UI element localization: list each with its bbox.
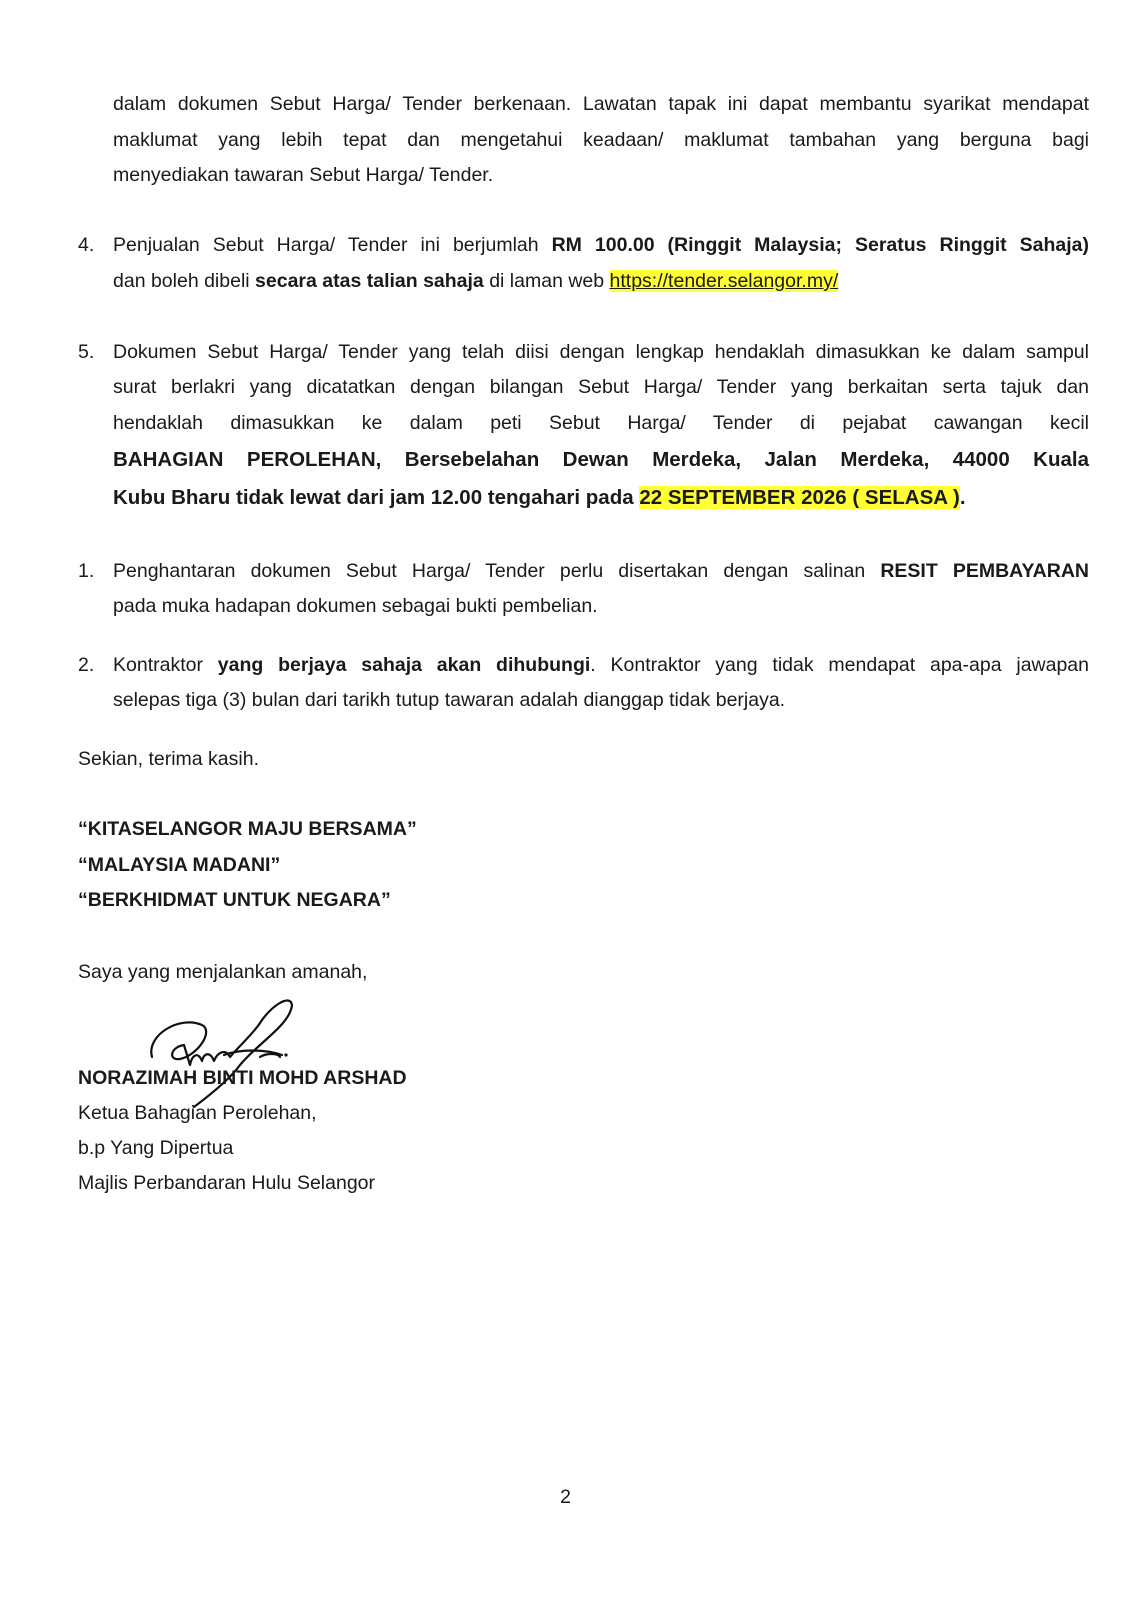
- motto-1: “KITASELANGOR MAJU BERSAMA”: [78, 818, 417, 840]
- item-1-text: Penghantaran dokumen Sebut Harga/ Tender perlu disertakan dengan salinan: [113, 560, 881, 582]
- item-5-line-1: Dokumen Sebut Harga/ Tender yang telah diisi dengan lengkap hendaklah dimasukkan ke dalam sampul: [113, 341, 1089, 363]
- item-5-period: .: [959, 486, 966, 509]
- item-2-number: 2.: [78, 654, 95, 676]
- item-2-bold-phrase: yang berjaya sahaja akan dihubungi: [217, 654, 591, 676]
- signatory-name: NORAZIMAH BINTI MOHD ARSHAD: [78, 1067, 407, 1089]
- item-1-line-2: pada muka hadapan dokumen sebagai bukti pembelian.: [113, 595, 598, 617]
- intro-line-1: dalam dokumen Sebut Harga/ Tender berkenaan. Lawatan tapak ini dapat membantu syarikat mendapat: [113, 93, 1089, 115]
- motto-3: “BERKHIDMAT UNTUK NEGARA”: [78, 889, 391, 911]
- item-4-line-2: [113, 269, 838, 293]
- item-5-line-2: surat berlakri yang dicatatkan dengan bilangan Sebut Harga/ Tender yang berkaitan serta tajuk dan: [113, 376, 1089, 398]
- signoff-text: Saya yang menjalankan amanah,: [78, 961, 368, 983]
- item-5-line-4: BAHAGIAN PEROLEHAN, Bersebelahan Dewan Merdeka, Jalan Merdeka, 44000 Kuala: [113, 448, 1089, 471]
- item-1-line-1: [113, 559, 1089, 583]
- item-5-number: 5.: [78, 341, 95, 363]
- item-4-text-2: dan boleh dibeli: [113, 270, 256, 292]
- item-2-line-1: [113, 653, 1089, 677]
- tender-website-link[interactable]: https://tender.selangor.my/: [609, 270, 839, 292]
- item-4-line-1: [113, 233, 1089, 257]
- signatory-on-behalf: b.p Yang Dipertua: [78, 1137, 234, 1159]
- item-4-amount: RM 100.00 (Ringgit Malaysia; Seratus Ringgit Sahaja): [551, 234, 1089, 256]
- closing-date: 22 SEPTEMBER 2026 ( SELASA ): [639, 486, 960, 509]
- item-1-number: 1.: [78, 560, 95, 582]
- item-5-deadline-text: Kubu Bharu tidak lewat dari jam 12.00 tengahari pada: [113, 486, 640, 509]
- item-5-line-5: [113, 486, 966, 510]
- item-1-receipt: RESIT PEMBAYARAN: [880, 560, 1089, 582]
- page-number: 2: [560, 1486, 571, 1508]
- item-5-line-3: hendaklah dimasukkan ke dalam peti Sebut Harga/ Tender di pejabat cawangan kecil: [113, 412, 1089, 434]
- signatory-organisation: Majlis Perbandaran Hulu Selangor: [78, 1172, 376, 1194]
- motto-2: “MALAYSIA MADANI”: [78, 854, 281, 876]
- item-4-text-3: di laman web: [483, 270, 610, 292]
- item-4-number: 4.: [78, 234, 95, 256]
- item-2-text: Kontraktor: [113, 654, 218, 676]
- item-2-text-2: . Kontraktor yang tidak mendapat apa-apa jawapan: [590, 654, 1090, 676]
- closing-text: Sekian, terima kasih.: [78, 748, 259, 770]
- intro-line-3: menyediakan tawaran Sebut Harga/ Tender.: [113, 164, 494, 186]
- signatory-title: Ketua Bahagian Perolehan,: [78, 1102, 317, 1124]
- item-4-text: Penjualan Sebut Harga/ Tender ini berjumlah: [113, 234, 552, 256]
- intro-line-2: maklumat yang lebih tepat dan mengetahui keadaan/ maklumat tambahan yang berguna bagi: [113, 129, 1089, 151]
- item-2-line-2: selepas tiga (3) bulan dari tarikh tutup tawaran adalah dianggap tidak berjaya.: [113, 689, 786, 711]
- item-4-online-only: secara atas talian sahaja: [255, 270, 484, 292]
